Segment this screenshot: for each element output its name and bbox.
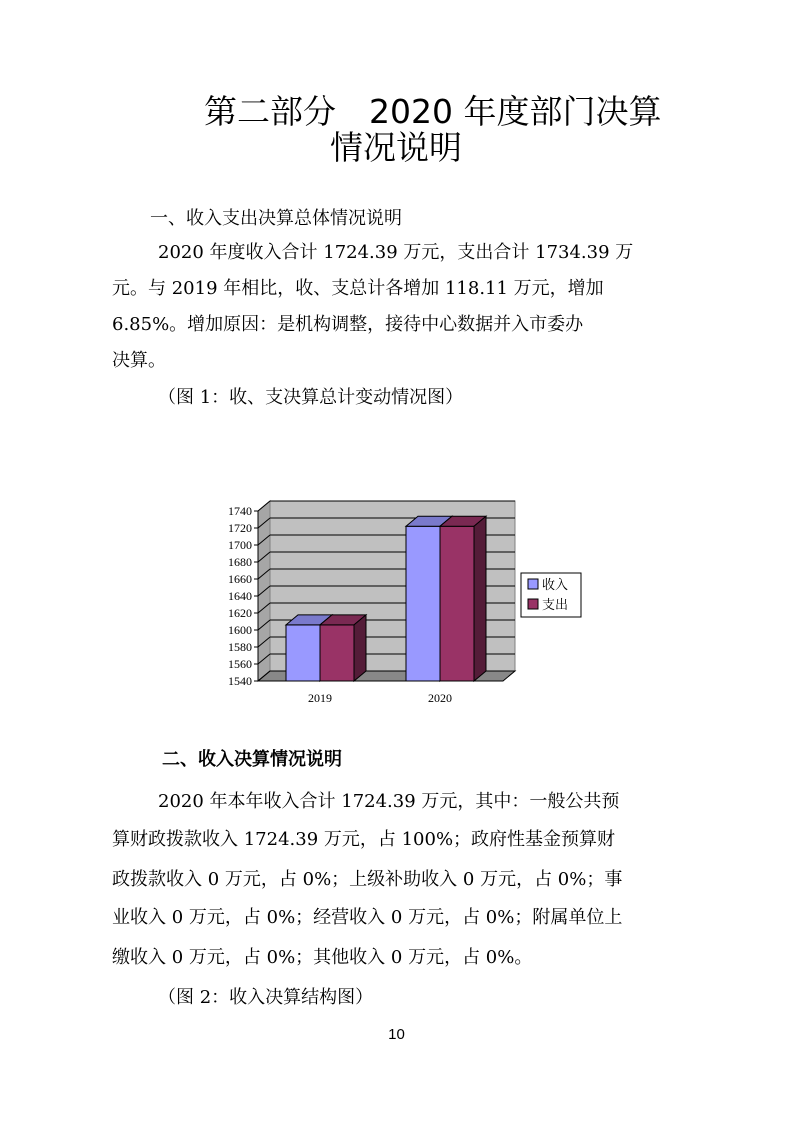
page-number: 10 xyxy=(388,1026,405,1043)
section2-heading: 二、收入决算情况说明 xyxy=(162,749,342,770)
section2-paragraph-line: 2020 年本年收入合计 1724.39 万元，其中：一般公共预 xyxy=(158,791,620,812)
chart-y-tick-label: 1740 xyxy=(228,504,252,518)
chart-y-axis xyxy=(228,504,258,688)
chart-y-tick-label: 1540 xyxy=(228,674,252,688)
page-title-line1: 第二部分 2020 年度部门决算 xyxy=(204,92,662,131)
chart-y-tick-label: 1580 xyxy=(228,640,252,654)
figure1-caption: （图 1：收、支决算总计变动情况图） xyxy=(158,387,464,408)
chart-y-tick-label: 1640 xyxy=(228,589,252,603)
page-title-line2: 情况说明 xyxy=(330,128,462,167)
section1-heading: 一、收入支出决算总体情况说明 xyxy=(150,208,402,229)
chart-x-tick-label: 2020 xyxy=(428,691,452,705)
chart-x-axis xyxy=(308,691,452,705)
chart-bar xyxy=(320,615,366,681)
section1-paragraph-line: 2020 年度收入合计 1724.39 万元，支出合计 1734.39 万 xyxy=(158,242,634,263)
chart-y-tick-label: 1620 xyxy=(228,606,252,620)
chart-y-tick-label: 1560 xyxy=(228,657,252,671)
chart-bar xyxy=(440,516,486,681)
figure2-caption: （图 2：收入决算结构图） xyxy=(158,987,374,1008)
section2-paragraph-line: 业收入 0 万元，占 0%；经营收入 0 万元，占 0%；附属单位上 xyxy=(112,907,623,928)
chart-y-tick-label: 1660 xyxy=(228,572,252,586)
chart-y-tick-label: 1600 xyxy=(228,623,252,637)
chart-legend-label: 支出 xyxy=(542,598,569,613)
section1-paragraph-line: 决算。 xyxy=(112,350,166,371)
chart-y-tick-label: 1680 xyxy=(228,555,252,569)
chart-legend-label: 收入 xyxy=(542,578,569,593)
chart-legend-swatch xyxy=(528,599,538,609)
chart-y-tick-label: 1720 xyxy=(228,521,252,535)
section2-paragraph-line: 缴收入 0 万元，占 0%；其他收入 0 万元，占 0%。 xyxy=(112,947,533,968)
section2-paragraph-line: 算财政拨款收入 1724.39 万元，占 100%；政府性基金预算财 xyxy=(112,829,616,850)
section1-paragraph-line: 元。与 2019 年相比，收、支总计各增加 118.11 万元，增加 xyxy=(112,278,604,299)
section1-paragraph-line: 6.85%。增加原因：是机构调整，接待中心数据并入市委办 xyxy=(112,314,584,335)
income-expense-bar-chart xyxy=(215,473,595,713)
chart-y-tick-label: 1700 xyxy=(228,538,252,552)
section2-paragraph-line: 政拨款收入 0 万元，占 0%；上级补助收入 0 万元，占 0%；事 xyxy=(112,869,623,890)
chart-legend-swatch xyxy=(528,579,538,589)
chart-x-tick-label: 2019 xyxy=(308,691,332,705)
